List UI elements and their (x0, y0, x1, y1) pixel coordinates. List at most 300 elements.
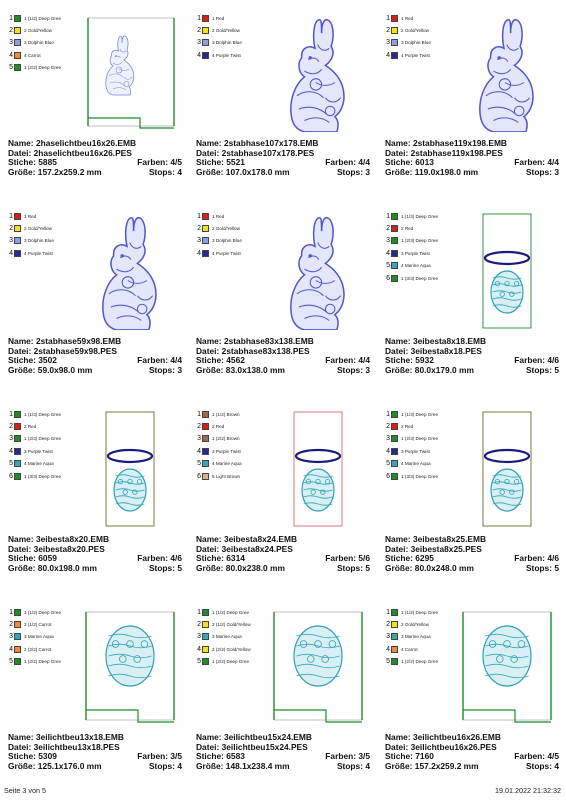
design-stitches: 6314 (226, 553, 245, 564)
thread-color-name: 1 (1/2) Deep Gree (24, 609, 62, 615)
design-stitches: 6583 (226, 751, 245, 762)
thread-color-row (196, 606, 266, 618)
label-groesse: Größe: (8, 166, 36, 177)
thread-color-name: 4 Marine Aqua (401, 461, 431, 467)
design-colors: 4/5 (547, 751, 559, 762)
design-name: 3eilichtbeu13x18.EMB (35, 732, 124, 742)
thread-step-number: 1 (386, 14, 390, 22)
label-name: Name: (196, 336, 222, 346)
thread-color-row (8, 656, 78, 668)
thread-color-swatch (391, 39, 398, 46)
design-size-row (8, 366, 182, 376)
design-file: 3eilichtbeu13x18.PES (33, 741, 120, 752)
thread-color-row (8, 433, 78, 445)
thread-color-swatch (202, 448, 209, 455)
thread-step-number: 5 (9, 460, 13, 468)
design-name: 2stabhase59x98.EMB (35, 336, 122, 346)
thread-color-name: 3 Marine Aqua (212, 634, 242, 640)
thread-step-number: 5 (197, 460, 201, 468)
thread-color-swatch (14, 609, 21, 616)
thread-color-swatch (202, 39, 209, 46)
label-stops: Stops: (148, 760, 175, 771)
thread-step-number: 4 (386, 645, 390, 653)
design-colors: 5/6 (358, 553, 370, 564)
thread-step-number: 6 (197, 472, 201, 480)
thread-color-name: 3 Marine Aqua (401, 634, 431, 640)
design-card (188, 0, 376, 200)
thread-color-name: 1 (1/2) Deep Gree (24, 15, 62, 21)
label-datei: Datei: (8, 345, 32, 356)
thread-step-number: 1 (197, 608, 201, 616)
thread-color-name: 4 Carrot (401, 646, 418, 652)
thread-color-name: 2 Red (24, 424, 37, 430)
label-farben: Farben: (325, 355, 357, 366)
thread-step-number: 3 (386, 237, 390, 245)
label-farben: Farben: (325, 751, 357, 762)
thread-color-swatch (391, 448, 398, 455)
thread-step-number: 6 (386, 274, 390, 282)
thread-color-name: 2 (2/2) Gold/Yellow (212, 646, 251, 652)
thread-step-number: 2 (386, 27, 390, 35)
thread-step-number: 4 (197, 51, 201, 59)
thread-color-row (196, 643, 266, 655)
label-groesse: Größe: (196, 760, 224, 771)
thread-color-row (8, 12, 78, 24)
thread-step-number: 2 (386, 621, 390, 629)
design-name: 2haselichtbeu16x26.EMB (35, 138, 137, 148)
thread-color-name: 1 Red (212, 213, 225, 219)
thread-color-row (8, 408, 78, 420)
thread-color-name: 1 (2/3) Deep Gree (24, 436, 62, 442)
design-info (196, 535, 370, 573)
design-preview (268, 14, 368, 132)
label-datei: Datei: (8, 147, 32, 158)
thread-color-name: 2 Gold/Yellow (401, 28, 429, 34)
thread-color-name: 1 (1/2) Deep Gree (401, 609, 439, 615)
thread-color-row (8, 24, 78, 36)
thread-color-row (8, 618, 78, 630)
thread-step-number: 3 (9, 633, 13, 641)
thread-color-list (8, 12, 78, 74)
thread-color-row (8, 222, 78, 234)
thread-color-swatch (202, 646, 209, 653)
thread-color-swatch (14, 435, 21, 442)
thread-step-number: 4 (197, 447, 201, 455)
label-stops: Stops: (148, 562, 175, 573)
thread-step-number: 4 (386, 249, 390, 257)
design-stitches: 7160 (415, 751, 434, 762)
thread-color-swatch (391, 275, 398, 282)
design-size: 80.0x238.0 mm (225, 562, 285, 573)
label-farben: Farben: (514, 157, 546, 168)
thread-color-row (196, 433, 266, 445)
design-size-row (196, 762, 370, 772)
label-stiche: Stiche: (385, 751, 413, 762)
label-stiche: Stiche: (196, 553, 224, 564)
thread-color-swatch (202, 460, 209, 467)
design-card (377, 396, 565, 596)
thread-color-name: 3 Dolphin Blue (401, 40, 431, 46)
design-stops: 3 (365, 364, 370, 375)
thread-color-swatch (391, 435, 398, 442)
thread-color-name: 2 Red (212, 424, 225, 430)
thread-color-name: 4 Purple Twist (212, 52, 241, 58)
thread-color-swatch (391, 423, 398, 430)
design-file: 3eilichtbeu16x26.PES (410, 741, 497, 752)
thread-color-name: 1 (2/3) Deep Gree (401, 238, 439, 244)
thread-color-row (196, 12, 266, 24)
label-stiche: Stiche: (196, 751, 224, 762)
thread-color-name: 3 Marine Aqua (24, 634, 54, 640)
thread-color-swatch (14, 225, 21, 232)
thread-color-row (8, 470, 78, 482)
thread-color-row (196, 49, 266, 61)
design-info (196, 139, 370, 177)
thread-color-swatch (202, 423, 209, 430)
thread-step-number: 5 (386, 658, 390, 666)
thread-step-number: 1 (386, 212, 390, 220)
thread-color-row (196, 470, 266, 482)
thread-color-name: 3 Purple Twist (401, 250, 430, 256)
label-stops: Stops: (525, 760, 552, 771)
thread-color-list (385, 606, 455, 668)
design-size-row (385, 564, 559, 574)
thread-color-row (196, 235, 266, 247)
thread-color-name: 2 (1/2) Gold/Yellow (212, 622, 251, 628)
design-size-row (385, 366, 559, 376)
thread-color-row (385, 260, 455, 272)
design-file: 2stabhase119x198.PES (410, 147, 503, 158)
thread-color-row (8, 247, 78, 259)
thread-color-swatch (14, 473, 21, 480)
design-preview (268, 410, 368, 528)
thread-color-row (385, 210, 455, 222)
design-size-row (196, 168, 370, 178)
thread-step-number: 3 (197, 237, 201, 245)
design-preview (80, 608, 180, 726)
label-stiche: Stiche: (8, 355, 36, 366)
thread-color-swatch (202, 213, 209, 220)
label-groesse: Größe: (8, 364, 36, 375)
thread-color-name: 4 Marine Aqua (212, 461, 242, 467)
thread-color-list (196, 606, 266, 668)
design-preview (268, 608, 368, 726)
thread-color-name: 2 Gold/Yellow (212, 28, 240, 34)
thread-color-swatch (14, 39, 21, 46)
thread-color-name: 3 Dolphin Blue (212, 40, 242, 46)
design-colors: 4/6 (547, 355, 559, 366)
label-stiche: Stiche: (8, 751, 36, 762)
thread-step-number: 4 (386, 447, 390, 455)
thread-color-name: 1 (2/2) Brown (212, 436, 240, 442)
design-info (385, 535, 559, 573)
label-stops: Stops: (148, 364, 175, 375)
print-timestamp: 19.01.2022 21:32:32 (495, 786, 561, 795)
thread-color-list (8, 606, 78, 668)
design-name: 3eibesta8x25.EMB (412, 534, 487, 544)
label-stops: Stops: (525, 166, 552, 177)
thread-step-number: 3 (9, 39, 13, 47)
label-farben: Farben: (514, 553, 546, 564)
design-size-row (196, 366, 370, 376)
thread-step-number: 1 (386, 608, 390, 616)
thread-color-swatch (14, 448, 21, 455)
thread-color-swatch (391, 27, 398, 34)
thread-color-row (385, 235, 455, 247)
design-stitches: 6013 (415, 157, 434, 168)
thread-color-swatch (14, 646, 21, 653)
thread-color-swatch (14, 411, 21, 418)
design-stops: 5 (177, 562, 182, 573)
thread-color-swatch (202, 27, 209, 34)
thread-step-number: 2 (386, 225, 390, 233)
design-colors: 4/6 (547, 553, 559, 564)
label-stops: Stops: (525, 562, 552, 573)
thread-color-name: 3 Purple Twist (401, 448, 430, 454)
thread-color-swatch (14, 621, 21, 628)
thread-step-number: 5 (9, 658, 13, 666)
thread-color-name: 5 Light Brown (212, 473, 241, 479)
label-datei: Datei: (196, 147, 220, 158)
thread-color-swatch (202, 250, 209, 257)
design-preview (80, 14, 180, 132)
thread-color-list (196, 408, 266, 482)
label-datei: Datei: (196, 345, 220, 356)
design-name: 3eilichtbeu16x26.EMB (412, 732, 501, 742)
label-name: Name: (385, 336, 411, 346)
label-datei: Datei: (385, 543, 409, 554)
label-stiche: Stiche: (8, 553, 36, 564)
thread-color-swatch (14, 237, 21, 244)
thread-color-swatch (391, 609, 398, 616)
design-size: 148.1x238.4 mm (225, 760, 290, 771)
thread-color-swatch (391, 633, 398, 640)
thread-color-swatch (202, 658, 209, 665)
design-stitches: 6059 (38, 553, 57, 564)
design-stops: 4 (177, 760, 182, 771)
design-size: 157.2x259.2 mm (414, 760, 479, 771)
label-stiche: Stiche: (196, 157, 224, 168)
label-farben: Farben: (514, 355, 546, 366)
thread-color-swatch (202, 15, 209, 22)
thread-step-number: 1 (9, 608, 13, 616)
thread-color-row (8, 62, 78, 74)
thread-color-name: 1 (3/3) Deep Gree (24, 473, 62, 479)
thread-color-name: 1 (2/2) Deep Gree (401, 659, 439, 665)
design-card (0, 594, 188, 794)
thread-color-swatch (14, 658, 21, 665)
thread-color-row (196, 222, 266, 234)
thread-color-name: 2 Red (401, 226, 414, 232)
design-size-row (385, 168, 559, 178)
thread-color-name: 1 (2/2) Deep Gree (24, 659, 62, 665)
thread-color-name: 3 Purple Twist (212, 448, 241, 454)
thread-color-swatch (391, 460, 398, 467)
design-info (8, 139, 182, 177)
thread-step-number: 1 (9, 14, 13, 22)
thread-color-row (196, 445, 266, 457)
thread-color-row (8, 420, 78, 432)
thread-color-row (385, 12, 455, 24)
label-groesse: Größe: (196, 562, 224, 573)
thread-step-number: 5 (386, 262, 390, 270)
label-name: Name: (385, 732, 411, 742)
design-file: 3eibesta8x24.PES (221, 543, 293, 554)
design-name: 3eilichtbeu15x24.EMB (223, 732, 312, 742)
thread-step-number: 3 (386, 435, 390, 443)
design-file: 2haselichtbeu16x26.PES (33, 147, 132, 158)
design-size: 107.0x178.0 mm (225, 166, 290, 177)
label-farben: Farben: (137, 157, 169, 168)
thread-color-swatch (391, 658, 398, 665)
design-file: 2stabhase107x178.PES (221, 147, 315, 158)
thread-color-row (196, 210, 266, 222)
label-farben: Farben: (325, 553, 357, 564)
thread-color-row (385, 49, 455, 61)
design-size: 80.0x198.0 mm (37, 562, 97, 573)
design-size: 80.0x248.0 mm (414, 562, 474, 573)
thread-color-name: 1 Red (24, 213, 37, 219)
design-preview (457, 212, 557, 330)
design-size: 59.0x98.0 mm (37, 364, 93, 375)
thread-color-swatch (391, 15, 398, 22)
thread-color-swatch (14, 64, 21, 71)
design-stitches: 5521 (226, 157, 245, 168)
label-stops: Stops: (336, 562, 363, 573)
thread-color-name: 4 Carrot (24, 52, 41, 58)
thread-color-row (8, 606, 78, 618)
design-preview (457, 14, 557, 132)
thread-color-name: 3 Dolphin Blue (24, 238, 54, 244)
design-name: 3eibesta8x18.EMB (412, 336, 487, 346)
label-farben: Farben: (325, 157, 357, 168)
design-preview (457, 608, 557, 726)
thread-color-swatch (14, 213, 21, 220)
thread-color-list (385, 408, 455, 482)
label-farben: Farben: (514, 751, 546, 762)
thread-color-row (385, 37, 455, 49)
thread-step-number: 3 (386, 633, 390, 641)
thread-step-number: 2 (9, 225, 13, 233)
thread-color-name: 1 (1/2) Deep Gree (212, 609, 250, 615)
thread-color-name: 2 Gold/Yellow (212, 226, 240, 232)
thread-color-row (8, 458, 78, 470)
thread-step-number: 4 (197, 249, 201, 257)
label-stiche: Stiche: (196, 355, 224, 366)
label-datei: Datei: (196, 741, 220, 752)
thread-step-number: 4 (386, 51, 390, 59)
label-groesse: Größe: (385, 166, 413, 177)
thread-color-row (196, 247, 266, 259)
thread-step-number: 3 (9, 237, 13, 245)
design-card (188, 594, 376, 794)
label-farben: Farben: (137, 355, 169, 366)
thread-color-name: 1 Red (401, 15, 414, 21)
label-name: Name: (8, 732, 34, 742)
thread-color-swatch (14, 250, 21, 257)
thread-step-number: 4 (9, 447, 13, 455)
thread-color-name: 4 Marine Aqua (401, 263, 431, 269)
design-name: 3eibesta8x24.EMB (223, 534, 298, 544)
design-name: 2stabhase107x178.EMB (223, 138, 319, 148)
label-groesse: Größe: (196, 166, 224, 177)
thread-step-number: 4 (9, 645, 13, 653)
thread-color-name: 2 Gold/Yellow (24, 226, 52, 232)
thread-color-name: 2 Gold/Yellow (401, 622, 429, 628)
design-info (196, 337, 370, 375)
thread-color-swatch (391, 250, 398, 257)
design-card (188, 396, 376, 596)
thread-color-list (8, 408, 78, 482)
thread-step-number: 1 (386, 410, 390, 418)
design-name: 3eibesta8x20.EMB (35, 534, 110, 544)
design-file: 3eibesta8x20.PES (33, 543, 105, 554)
design-stitches: 5932 (415, 355, 434, 366)
design-file: 2stabhase59x98.PES (33, 345, 117, 356)
thread-color-row (196, 656, 266, 668)
design-stops: 3 (177, 364, 182, 375)
thread-color-row (8, 49, 78, 61)
design-card (377, 0, 565, 200)
thread-color-row (8, 643, 78, 655)
label-stops: Stops: (525, 364, 552, 375)
thread-step-number: 3 (9, 435, 13, 443)
thread-step-number: 2 (197, 27, 201, 35)
thread-color-row (385, 420, 455, 432)
thread-step-number: 4 (9, 51, 13, 59)
label-stops: Stops: (336, 760, 363, 771)
design-size: 157.2x259.2 mm (37, 166, 102, 177)
thread-color-name: 1 Red (212, 15, 225, 21)
thread-step-number: 2 (386, 423, 390, 431)
thread-color-name: 1 (1/2) Brown (212, 411, 240, 417)
design-size: 83.0x138.0 mm (225, 364, 285, 375)
thread-color-name: 4 Purple Twist (401, 52, 430, 58)
design-stitches: 5885 (38, 157, 57, 168)
thread-color-swatch (14, 423, 21, 430)
thread-step-number: 3 (197, 435, 201, 443)
design-stops: 4 (365, 760, 370, 771)
label-name: Name: (385, 534, 411, 544)
label-name: Name: (196, 138, 222, 148)
design-size-row (385, 762, 559, 772)
design-name: 2stabhase119x198.EMB (412, 138, 507, 148)
design-size: 119.0x198.0 mm (414, 166, 479, 177)
thread-color-row (385, 470, 455, 482)
thread-color-row (385, 445, 455, 457)
thread-color-name: 2 (1/2) Carrot (24, 622, 52, 628)
thread-color-row (385, 408, 455, 420)
design-stops: 5 (554, 364, 559, 375)
design-stitches: 5309 (38, 751, 57, 762)
thread-step-number: 5 (9, 64, 13, 72)
design-size-row (8, 762, 182, 772)
thread-color-list (196, 12, 266, 62)
thread-color-swatch (391, 646, 398, 653)
design-file: 3eilichtbeu15x24.PES (221, 741, 308, 752)
thread-color-list (8, 210, 78, 260)
design-preview (80, 410, 180, 528)
label-datei: Datei: (385, 345, 409, 356)
thread-color-row (196, 458, 266, 470)
thread-color-swatch (202, 411, 209, 418)
label-name: Name: (196, 732, 222, 742)
thread-color-swatch (391, 473, 398, 480)
thread-color-swatch (391, 621, 398, 628)
design-info (8, 535, 182, 573)
design-file: 3eibesta8x18.PES (410, 345, 482, 356)
design-stops: 3 (365, 166, 370, 177)
